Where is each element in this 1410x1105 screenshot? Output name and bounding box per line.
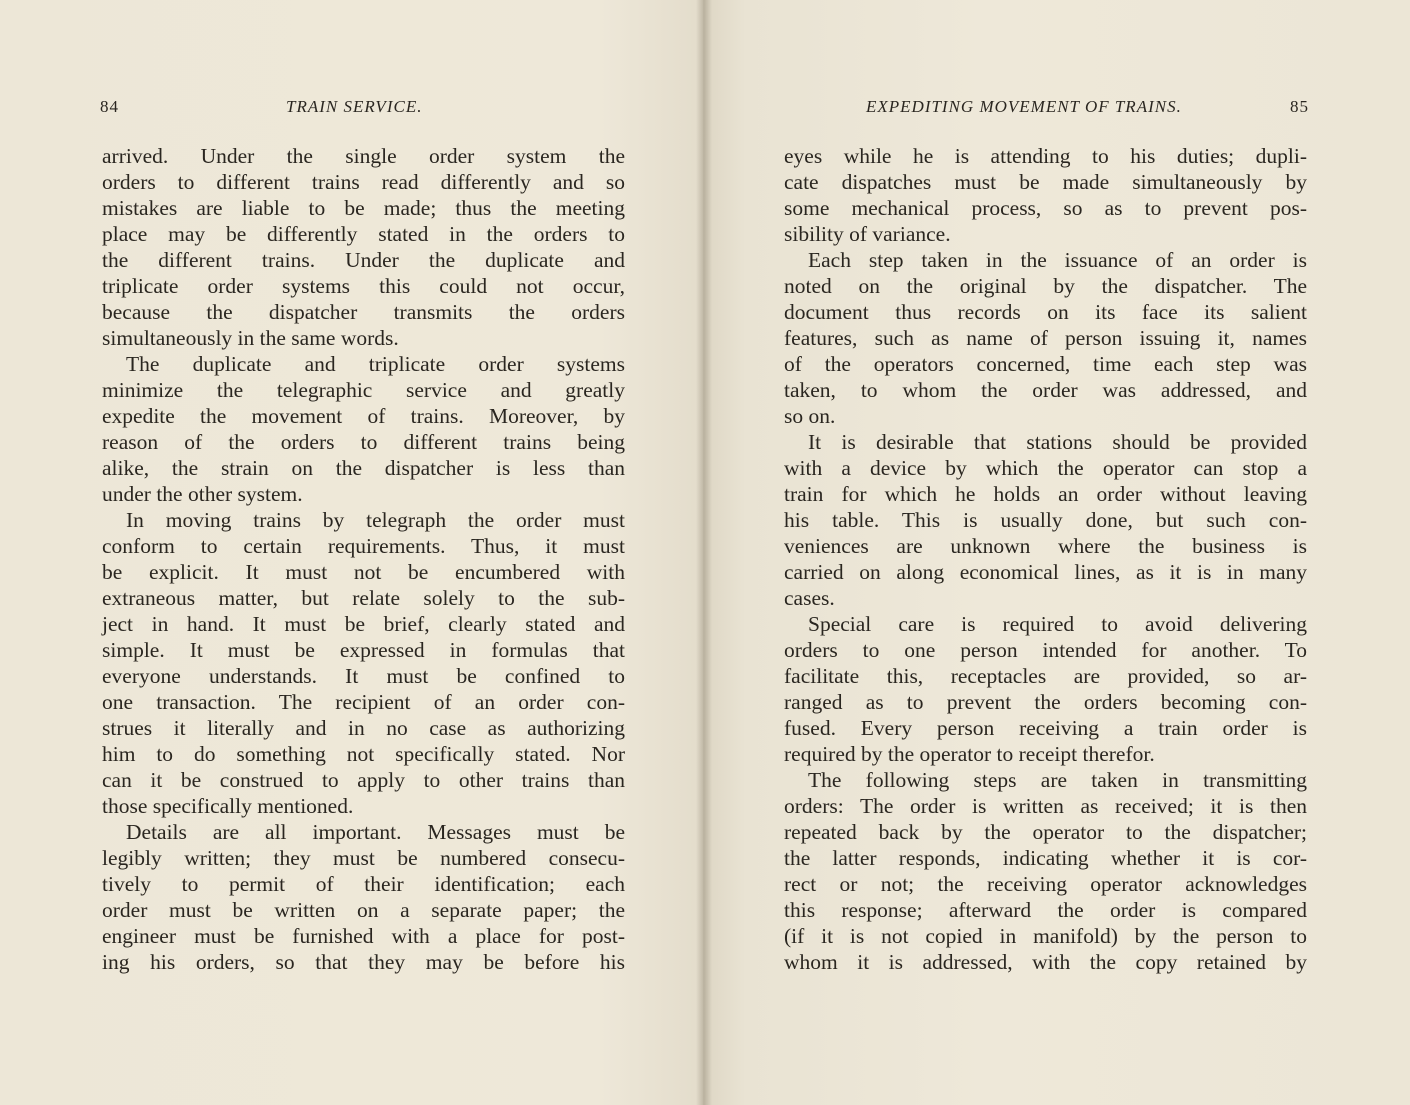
right-page-number: 85	[1290, 97, 1309, 116]
left-text-column	[102, 143, 625, 975]
text-line: The following steps are taken in transmitting	[808, 768, 1307, 792]
text-line: ing his orders, so that they may be before his	[102, 950, 625, 974]
text-line: legibly written; they must be numbered consecu-	[102, 846, 625, 870]
text-line: engineer must be furnished with a place for post-	[102, 924, 625, 948]
text-line: whom it is addressed, with the copy retained by	[784, 950, 1307, 974]
text-line: (if it is not copied in manifold) by the person to	[784, 924, 1307, 948]
right-running-title: EXPEDITING MOVEMENT OF TRAINS.	[866, 97, 1182, 116]
text-line: simple. It must be expressed in formulas that	[102, 638, 625, 662]
text-line: with a device by which the operator can stop a	[784, 456, 1307, 480]
text-line: arrived. Under the single order system the	[102, 144, 625, 168]
text-line: veniences are unknown where the business is	[784, 534, 1307, 558]
text-line: required by the operator to receipt therefor.	[784, 742, 1155, 766]
text-line: orders: The order is written as received; it is then	[784, 794, 1307, 818]
text-line: cate dispatches must be made simultaneously by	[784, 170, 1307, 194]
text-line: carried on along economical lines, as it is in many	[784, 560, 1307, 584]
text-line: reason of the orders to different trains being	[102, 430, 625, 454]
text-line: facilitate this, receptacles are provided, so ar-	[784, 664, 1307, 688]
right-text-column	[784, 143, 1307, 975]
text-line: ject in hand. It must be brief, clearly stated and	[102, 612, 625, 636]
text-line: some mechanical process, so as to prevent pos-	[784, 196, 1307, 220]
text-line: sibility of variance.	[784, 222, 951, 246]
text-line: fused. Every person receiving a train order is	[784, 716, 1307, 740]
text-line: Details are all important. Messages must be	[126, 820, 625, 844]
text-line: can it be construed to apply to other trains than	[102, 768, 625, 792]
text-line: In moving trains by telegraph the order must	[126, 508, 625, 532]
text-line: tively to permit of their identification; each	[102, 872, 625, 896]
left-page-number: 84	[100, 97, 119, 116]
text-line: place may be differently stated in the orders to	[102, 222, 625, 246]
text-line: The duplicate and triplicate order systems	[126, 352, 625, 376]
text-line: so on.	[784, 404, 836, 428]
text-line: under the other system.	[102, 482, 303, 506]
left-running-head	[100, 97, 625, 123]
text-line: alike, the strain on the dispatcher is less than	[102, 456, 625, 480]
text-line: train for which he holds an order without leaving	[784, 482, 1307, 506]
text-line: Special care is required to avoid delivering	[808, 612, 1307, 636]
text-line: Each step taken in the issuance of an order is	[808, 248, 1307, 272]
left-running-title: TRAIN SERVICE.	[286, 97, 423, 116]
text-line: extraneous matter, but relate solely to the sub-	[102, 586, 625, 610]
text-line: document thus records on its face its salient	[784, 300, 1307, 324]
text-line: the different trains. Under the duplicate and	[102, 248, 625, 272]
text-line: triplicate order systems this could not occur,	[102, 274, 625, 298]
text-line: be explicit. It must not be encumbered with	[102, 560, 625, 584]
text-line: strues it literally and in no case as authorizing	[102, 716, 625, 740]
text-line: eyes while he is attending to his duties; dupli-	[784, 144, 1307, 168]
text-line: taken, to whom the order was addressed, and	[784, 378, 1307, 402]
text-line: his table. This is usually done, but such con-	[784, 508, 1307, 532]
text-line: everyone understands. It must be confined to	[102, 664, 625, 688]
text-line: him to do something not specifically stated. Nor	[102, 742, 625, 766]
text-line: orders to different trains read differently and so	[102, 170, 625, 194]
text-line: mistakes are liable to be made; thus the meeting	[102, 196, 625, 220]
text-line: conform to certain requirements. Thus, it must	[102, 534, 625, 558]
text-line: cases.	[784, 586, 835, 610]
text-line: this response; afterward the order is compared	[784, 898, 1307, 922]
text-line: rect or not; the receiving operator acknowledges	[784, 872, 1307, 896]
text-line: because the dispatcher transmits the orders	[102, 300, 625, 324]
book-gutter	[696, 0, 712, 1105]
text-line: simultaneously in the same words.	[102, 326, 399, 350]
text-line: those specifically mentioned.	[102, 794, 354, 818]
text-line: minimize the telegraphic service and greatly	[102, 378, 625, 402]
text-line: of the operators concerned, time each step was	[784, 352, 1307, 376]
text-line: the latter responds, indicating whether it is cor-	[784, 846, 1307, 870]
text-line: noted on the original by the dispatcher. The	[784, 274, 1307, 298]
right-running-head	[784, 97, 1309, 123]
text-line: expedite the movement of trains. Moreover, by	[102, 404, 625, 428]
text-line: orders to one person intended for another. To	[784, 638, 1307, 662]
text-line: repeated back by the operator to the dispatcher;	[784, 820, 1307, 844]
text-line: features, such as name of person issuing it, names	[784, 326, 1307, 350]
text-line: ranged as to prevent the orders becoming con-	[784, 690, 1307, 714]
text-line: It is desirable that stations should be provided	[808, 430, 1307, 454]
text-line: one transaction. The recipient of an order con-	[102, 690, 625, 714]
text-line: order must be written on a separate paper; the	[102, 898, 625, 922]
